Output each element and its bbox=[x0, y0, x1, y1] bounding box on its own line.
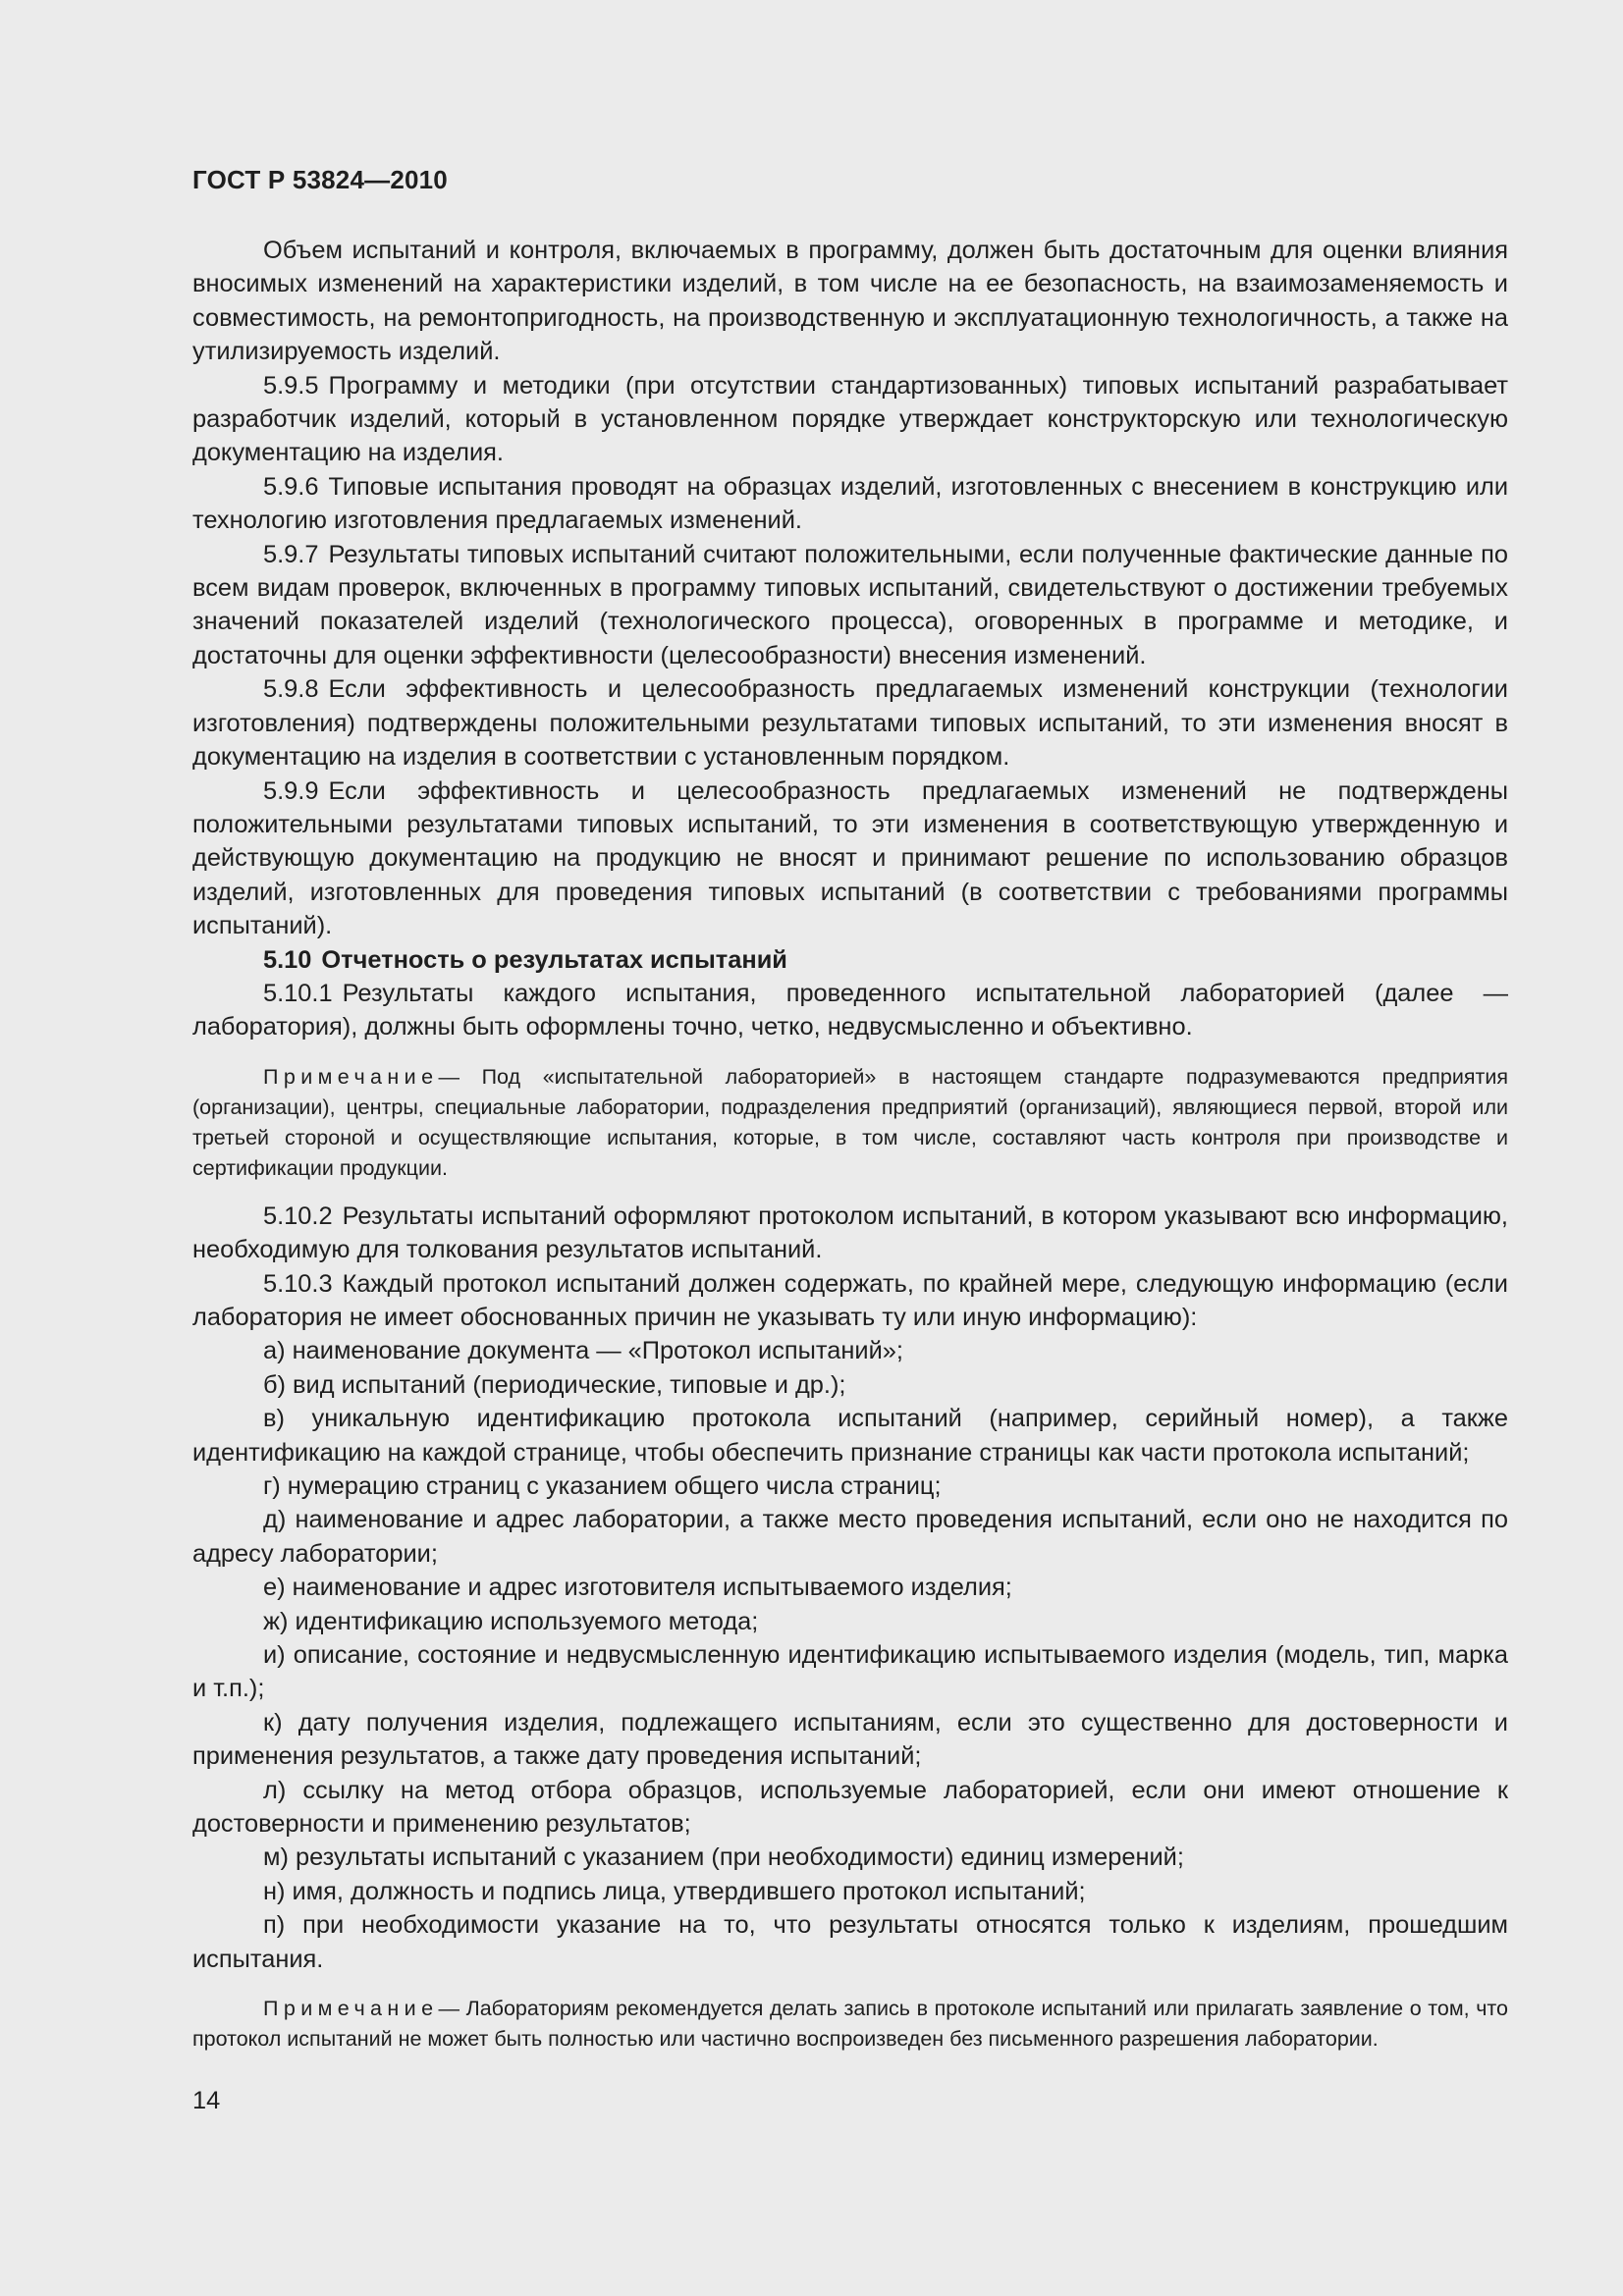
document-header: ГОСТ Р 53824—2010 bbox=[192, 165, 448, 194]
clause-number: 5.9.7 bbox=[263, 540, 319, 568]
clause-number: 5.10.3 bbox=[263, 1269, 333, 1298]
note-recommendation bbox=[192, 1994, 1508, 2055]
clause-text: Результаты испытаний оформляют протоколом испытаний, в котором указывают всю информацию, необходимую для толкования результатов испытаний. bbox=[192, 1201, 1508, 1264]
list-item: л) ссылку на метод отбора образцов, используемые лабораторией, если они имеют отношение к достоверности и применению результатов; bbox=[192, 1776, 1508, 1839]
clause-5-10-1 bbox=[192, 977, 1508, 1044]
list-item: п) при необходимости указание на то, что результаты относятся только к изделиям, прошедшим испытания. bbox=[192, 1911, 1508, 1973]
spacer bbox=[192, 1976, 1508, 1994]
clause-5-9-8 bbox=[192, 672, 1508, 774]
clause-number: 5.9.6 bbox=[263, 472, 319, 501]
note-text: — Лабораториям рекомендуется делать запись в протоколе испытаний или прилагать заявление о том, что протокол испытаний не может быть полностью или частично воспроизведен без письменного разрешения лаборатории. bbox=[192, 1997, 1508, 2052]
clause-text: Если эффективность и целесообразность предлагаемых изменений конструкции (технологии изготовления) подтверждены положительными результатами типовых испытаний, то эти изменения вносят в документацию на изделия в соответствии с установленным порядком. bbox=[192, 675, 1508, 772]
clause-number: 5.10.2 bbox=[263, 1201, 333, 1230]
list-item: к) дату получения изделия, подлежащего испытаниям, если это существенно для достоверности и применения результатов, а также дату проведения испытаний; bbox=[192, 1708, 1508, 1771]
list-item: н) имя, должность и подпись лица, утвердившего протокол испытаний; bbox=[263, 1877, 1086, 1905]
clause-text: Типовые испытания проводят на образцах изделий, изготовленных с внесением в конструкцию или технологию изготовления предлагаемых изменений. bbox=[192, 472, 1508, 535]
list-item: м) результаты испытаний с указанием (при необходимости) единиц измерений; bbox=[263, 1843, 1184, 1872]
clause-number: 5.9.5 bbox=[263, 371, 319, 400]
document-body bbox=[192, 234, 1508, 2055]
clause-number: 5.9.9 bbox=[263, 776, 319, 805]
clause-number: 5.9.8 bbox=[263, 675, 319, 704]
list-item: а) наименование документа — «Протокол испытаний»; bbox=[263, 1337, 903, 1365]
clause-5-9-5 bbox=[192, 369, 1508, 470]
paragraph-scope: Объем испытаний и контроля, включаемых в программу, должен быть достаточным для оценки влияния вносимых изменений на характеристики изделий, в том числе на ее безопасность, на взаимозаменяемость и совместимость, на ремонтопригодность, на производственную и эксплуатационную технологичность, а также на утилизируемость изделий. bbox=[192, 237, 1508, 366]
list-item: ж) идентификацию используемого метода; bbox=[263, 1607, 759, 1635]
section-title: Отчетность о результатах испытаний bbox=[321, 945, 787, 974]
clause-5-10-3 bbox=[192, 1267, 1508, 1335]
section-number: 5.10 bbox=[263, 945, 312, 974]
section-heading-5-10 bbox=[192, 943, 1508, 977]
clause-text: Каждый протокол испытаний должен содержать, по крайней мере, следующую информацию (если лаборатория не имеет обоснованных причин не указывать ту или иную информацию): bbox=[192, 1269, 1508, 1331]
clause-text: Если эффективность и целесообразность предлагаемых изменений не подтверждены положительными результатами типовых испытаний, то эти изменения в соответствующую утвержденную и действующую документацию на продукцию не вносят и принимают решение по использованию образцов изделий, изготовленных для проведения типовых испытаний (в соответствии с требованиями программы испытаний). bbox=[192, 776, 1508, 940]
clause-5-9-7 bbox=[192, 538, 1508, 673]
clause-5-9-6 bbox=[192, 470, 1508, 538]
list-item: е) наименование и адрес изготовителя испытываемого изделия; bbox=[263, 1574, 1012, 1602]
list-item: в) уникальную идентификацию протокола испытаний (например, серийный номер), а также идентификацию на каждой странице, чтобы обеспечить признание страницы как части протокола испытаний; bbox=[192, 1405, 1508, 1467]
spacer bbox=[192, 1184, 1508, 1200]
note-laboratory bbox=[192, 1062, 1508, 1184]
clause-number: 5.10.1 bbox=[263, 979, 333, 1007]
clause-5-10-2 bbox=[192, 1200, 1508, 1267]
list-item: г) нумерацию страниц с указанием общего числа страниц; bbox=[263, 1472, 942, 1500]
note-label: Примечание bbox=[263, 1997, 439, 2021]
list-item: д) наименование и адрес лаборатории, а также место проведения испытаний, если оно не находится по адресу лаборатории; bbox=[192, 1506, 1508, 1568]
clause-5-9-9 bbox=[192, 774, 1508, 943]
note-label: Примечание bbox=[263, 1064, 439, 1089]
list-item: и) описание, состояние и недвусмысленную идентификацию испытываемого изделия (модель, тип, марка и т.п.); bbox=[192, 1641, 1508, 1703]
note-text: — Под «испытательной лабораторией» в настоящем стандарте подразумеваются предприятия (организации), центры, специальные лаборатории, подразделения предприятий (организаций), являющиеся первой, второй или третьей стороной и осуществляющие испытания, которые, в том числе, составляют часть контроля при производстве и сертификации продукции. bbox=[192, 1064, 1508, 1180]
document-page bbox=[192, 165, 1508, 2117]
page-number: 14 bbox=[192, 2087, 221, 2115]
clause-text: Результаты типовых испытаний считают положительными, если полученные фактические данные по всем видам проверок, включенных в программу типовых испытаний, свидетельствуют о достижении требуемых значений показателей изделий (технологического процесса), оговоренных в программе и методике, и достаточны для оценки эффективности (целесообразности) внесения изменений. bbox=[192, 540, 1508, 669]
spacer bbox=[192, 1044, 1508, 1062]
clause-text: Результаты каждого испытания, проведенного испытательной лабораторией (далее — лаборатория), должны быть оформлены точно, четко, недвусмысленно и объективно. bbox=[192, 979, 1508, 1041]
list-item: б) вид испытаний (периодические, типовые и др.); bbox=[263, 1370, 846, 1399]
clause-text: Программу и методики (при отсутствии стандартизованных) типовых испытаний разрабатывает разработчик изделий, который в установленном порядке утверждает конструкторскую или технологическую документацию на изделия. bbox=[192, 371, 1508, 467]
